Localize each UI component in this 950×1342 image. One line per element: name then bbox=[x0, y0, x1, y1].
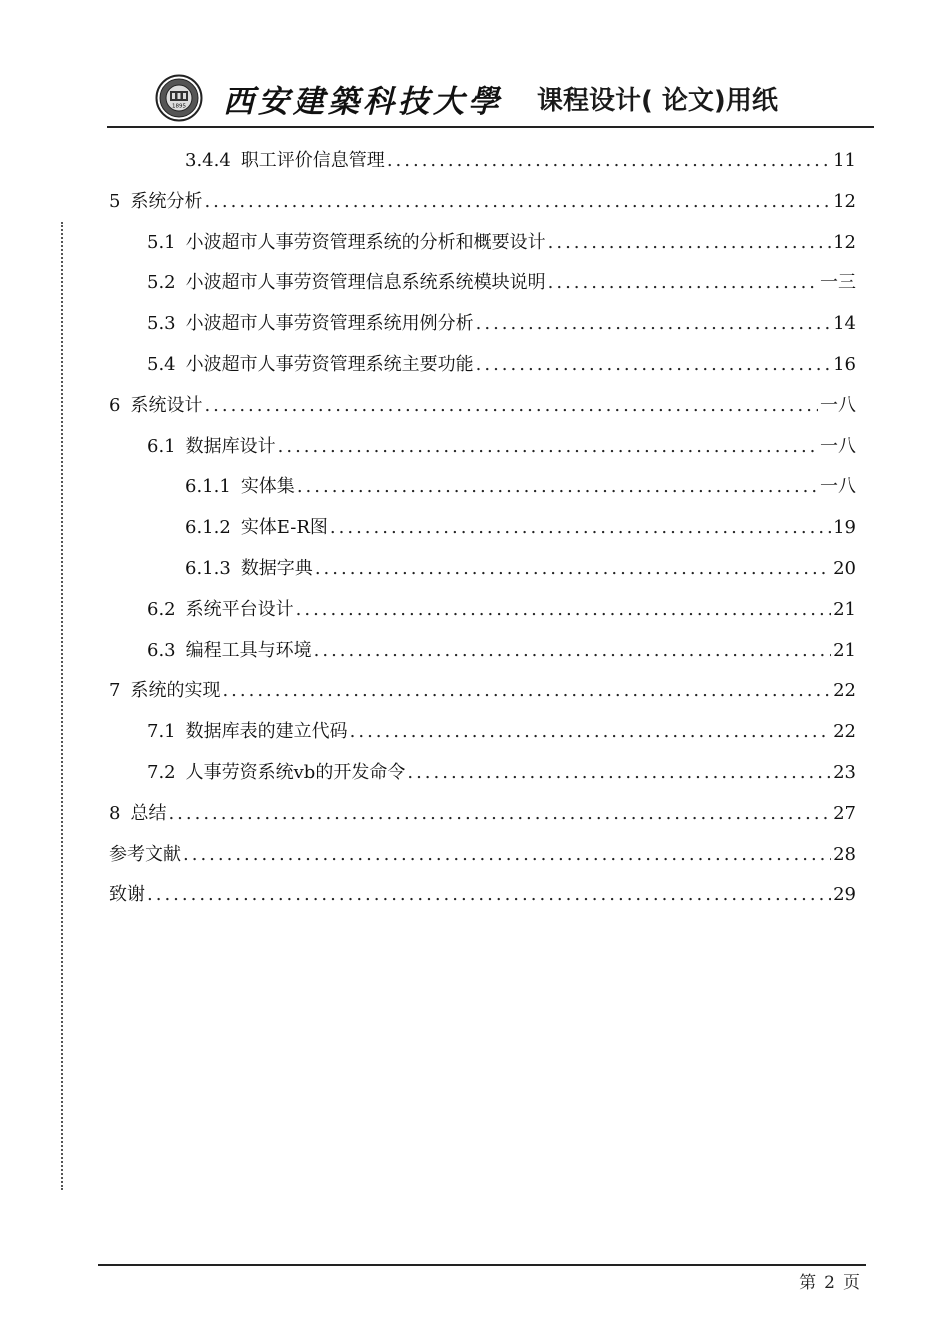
toc-entry-number: 5.2 bbox=[147, 272, 176, 294]
toc-entry-page: 一八 bbox=[820, 435, 856, 457]
toc-entry-page: 22 bbox=[833, 721, 856, 743]
toc-entry-page: 12 bbox=[833, 190, 856, 212]
toc-entry-title: 小波超市人事劳资管理系统的分析和概要设计 bbox=[185, 231, 546, 253]
toc-entry-title: 数据库设计 bbox=[185, 435, 276, 457]
toc-entry-number: 6 bbox=[109, 394, 121, 416]
toc-leader-dots bbox=[278, 432, 818, 462]
toc-entry[interactable] bbox=[147, 717, 856, 747]
toc-entry[interactable] bbox=[147, 595, 856, 625]
toc-entry[interactable] bbox=[109, 840, 856, 870]
toc-entry-page: 20 bbox=[833, 558, 856, 579]
toc-entry-page: 23 bbox=[833, 762, 856, 783]
toc-entry[interactable] bbox=[147, 309, 856, 339]
toc-leader-dots bbox=[183, 840, 831, 870]
toc-entry-title: 数据字典 bbox=[240, 558, 313, 579]
toc-entry-title: 总结 bbox=[130, 802, 167, 824]
toc-entry-number: 5.3 bbox=[147, 313, 176, 335]
toc-leader-dots bbox=[387, 146, 831, 176]
toc-entry-number: 8 bbox=[109, 802, 121, 824]
toc-entry-title: 系统分析 bbox=[130, 190, 203, 212]
seal-year: 1895 bbox=[172, 103, 186, 110]
toc-entry[interactable] bbox=[109, 187, 856, 217]
toc-leader-dots bbox=[314, 636, 831, 666]
footer-divider bbox=[98, 1264, 866, 1266]
toc-entry[interactable] bbox=[147, 758, 856, 788]
school-name: 西安建築科技大學 bbox=[223, 84, 503, 120]
toc-leader-dots bbox=[204, 187, 831, 217]
toc-entry-number: 5 bbox=[109, 190, 121, 212]
toc-leader-dots bbox=[548, 268, 818, 298]
toc-entry-title: 系统的实现 bbox=[130, 680, 221, 702]
toc-leader-dots bbox=[147, 880, 831, 910]
toc-entry[interactable] bbox=[147, 268, 856, 298]
toc-leader-dots bbox=[315, 554, 831, 584]
toc-entry-page: 21 bbox=[833, 639, 856, 661]
toc-leader-dots bbox=[350, 717, 831, 747]
toc-entry-number: 6.2 bbox=[147, 598, 176, 620]
toc-entry-number: 5.4 bbox=[147, 354, 176, 375]
toc-entry-number: 7.1 bbox=[147, 721, 176, 743]
toc-entry-page: 12 bbox=[833, 231, 856, 253]
binding-margin-line bbox=[61, 222, 63, 1190]
toc-entry-title: 人事劳资系统vb的开发命令 bbox=[185, 762, 406, 783]
toc-entry-title: 小波超市人事劳资管理系统主要功能 bbox=[185, 354, 474, 375]
toc-entry[interactable] bbox=[185, 146, 856, 176]
toc-entry-title: 小波超市人事劳资管理系统用例分析 bbox=[185, 313, 474, 335]
toc-leader-dots bbox=[476, 309, 831, 339]
toc-entry[interactable] bbox=[109, 391, 856, 421]
toc-entry-page: 11 bbox=[833, 150, 856, 171]
toc-entry-number: 7 bbox=[109, 680, 121, 702]
toc-leader-dots bbox=[407, 758, 831, 788]
toc-entry-page: 一三 bbox=[820, 272, 856, 294]
toc-entry[interactable] bbox=[147, 636, 856, 666]
toc-entry[interactable] bbox=[147, 350, 856, 380]
toc-entry-number: 6.1.2 bbox=[185, 517, 231, 539]
toc-entry-number: 5.1 bbox=[147, 231, 176, 253]
toc-entry-page: 16 bbox=[833, 354, 856, 375]
toc-entry-number: 6.1 bbox=[147, 435, 176, 457]
toc-entry-page: 27 bbox=[833, 802, 856, 824]
page-number: 2 bbox=[824, 1273, 835, 1293]
toc-leader-dots bbox=[296, 595, 831, 625]
university-seal-icon bbox=[155, 74, 203, 122]
page-prefix: 第 bbox=[799, 1273, 817, 1293]
toc-entry-page: 一八 bbox=[820, 394, 856, 416]
toc-entry-title: 系统平台设计 bbox=[185, 598, 294, 620]
toc-entry-page: 一八 bbox=[820, 476, 856, 498]
toc-entry-page: 28 bbox=[833, 843, 856, 865]
page-suffix: 页 bbox=[843, 1273, 860, 1293]
toc-entry-title: 小波超市人事劳资管理信息系统系统模块说明 bbox=[185, 272, 546, 294]
toc-entry-page: 14 bbox=[833, 313, 856, 335]
toc-leader-dots bbox=[222, 676, 831, 706]
toc-leader-dots bbox=[204, 391, 818, 421]
toc-entry[interactable] bbox=[185, 554, 856, 584]
toc-entry-page: 29 bbox=[833, 884, 856, 906]
toc-entry-number: 7.2 bbox=[147, 762, 176, 783]
toc-entry-title: 数据库表的建立代码 bbox=[185, 721, 348, 743]
document-title: 课程设计( 论文)用纸 bbox=[537, 86, 778, 116]
toc-entry[interactable] bbox=[147, 228, 856, 258]
toc-entry-page: 22 bbox=[833, 680, 856, 702]
toc-entry-title: 职工评价信息管理 bbox=[240, 150, 385, 171]
toc-entry-number: 6.3 bbox=[147, 639, 176, 661]
toc-entry-number: 6.1.1 bbox=[185, 476, 231, 498]
toc-entry-number: 3.4.4 bbox=[185, 150, 231, 171]
toc-entry[interactable] bbox=[185, 472, 856, 502]
toc-entry[interactable] bbox=[147, 432, 856, 462]
toc-entry-title: 系统设计 bbox=[130, 394, 203, 416]
toc-entry[interactable] bbox=[185, 513, 856, 543]
toc-entry-title: 实体集 bbox=[240, 476, 295, 498]
toc-leader-dots bbox=[297, 472, 818, 502]
page-header bbox=[155, 72, 875, 122]
toc-entry-title: 编程工具与环境 bbox=[185, 639, 312, 661]
toc-entry-page: 19 bbox=[833, 517, 856, 539]
toc-leader-dots bbox=[168, 799, 831, 829]
toc-leader-dots bbox=[476, 350, 831, 380]
page-number-footer bbox=[795, 1268, 864, 1293]
toc-entry[interactable] bbox=[109, 799, 856, 829]
toc-entry-page: 21 bbox=[833, 598, 856, 620]
toc-entry[interactable] bbox=[109, 676, 856, 706]
header-divider bbox=[107, 126, 874, 128]
toc-entry-title: 参考文献 bbox=[109, 843, 181, 865]
toc-leader-dots bbox=[330, 513, 831, 543]
toc-leader-dots bbox=[548, 228, 831, 258]
toc-entry-title: 实体E-R图 bbox=[240, 517, 328, 539]
toc-entry-number: 6.1.3 bbox=[185, 558, 231, 579]
toc-entry-title: 致谢 bbox=[109, 884, 145, 906]
toc-entry[interactable] bbox=[109, 880, 856, 910]
